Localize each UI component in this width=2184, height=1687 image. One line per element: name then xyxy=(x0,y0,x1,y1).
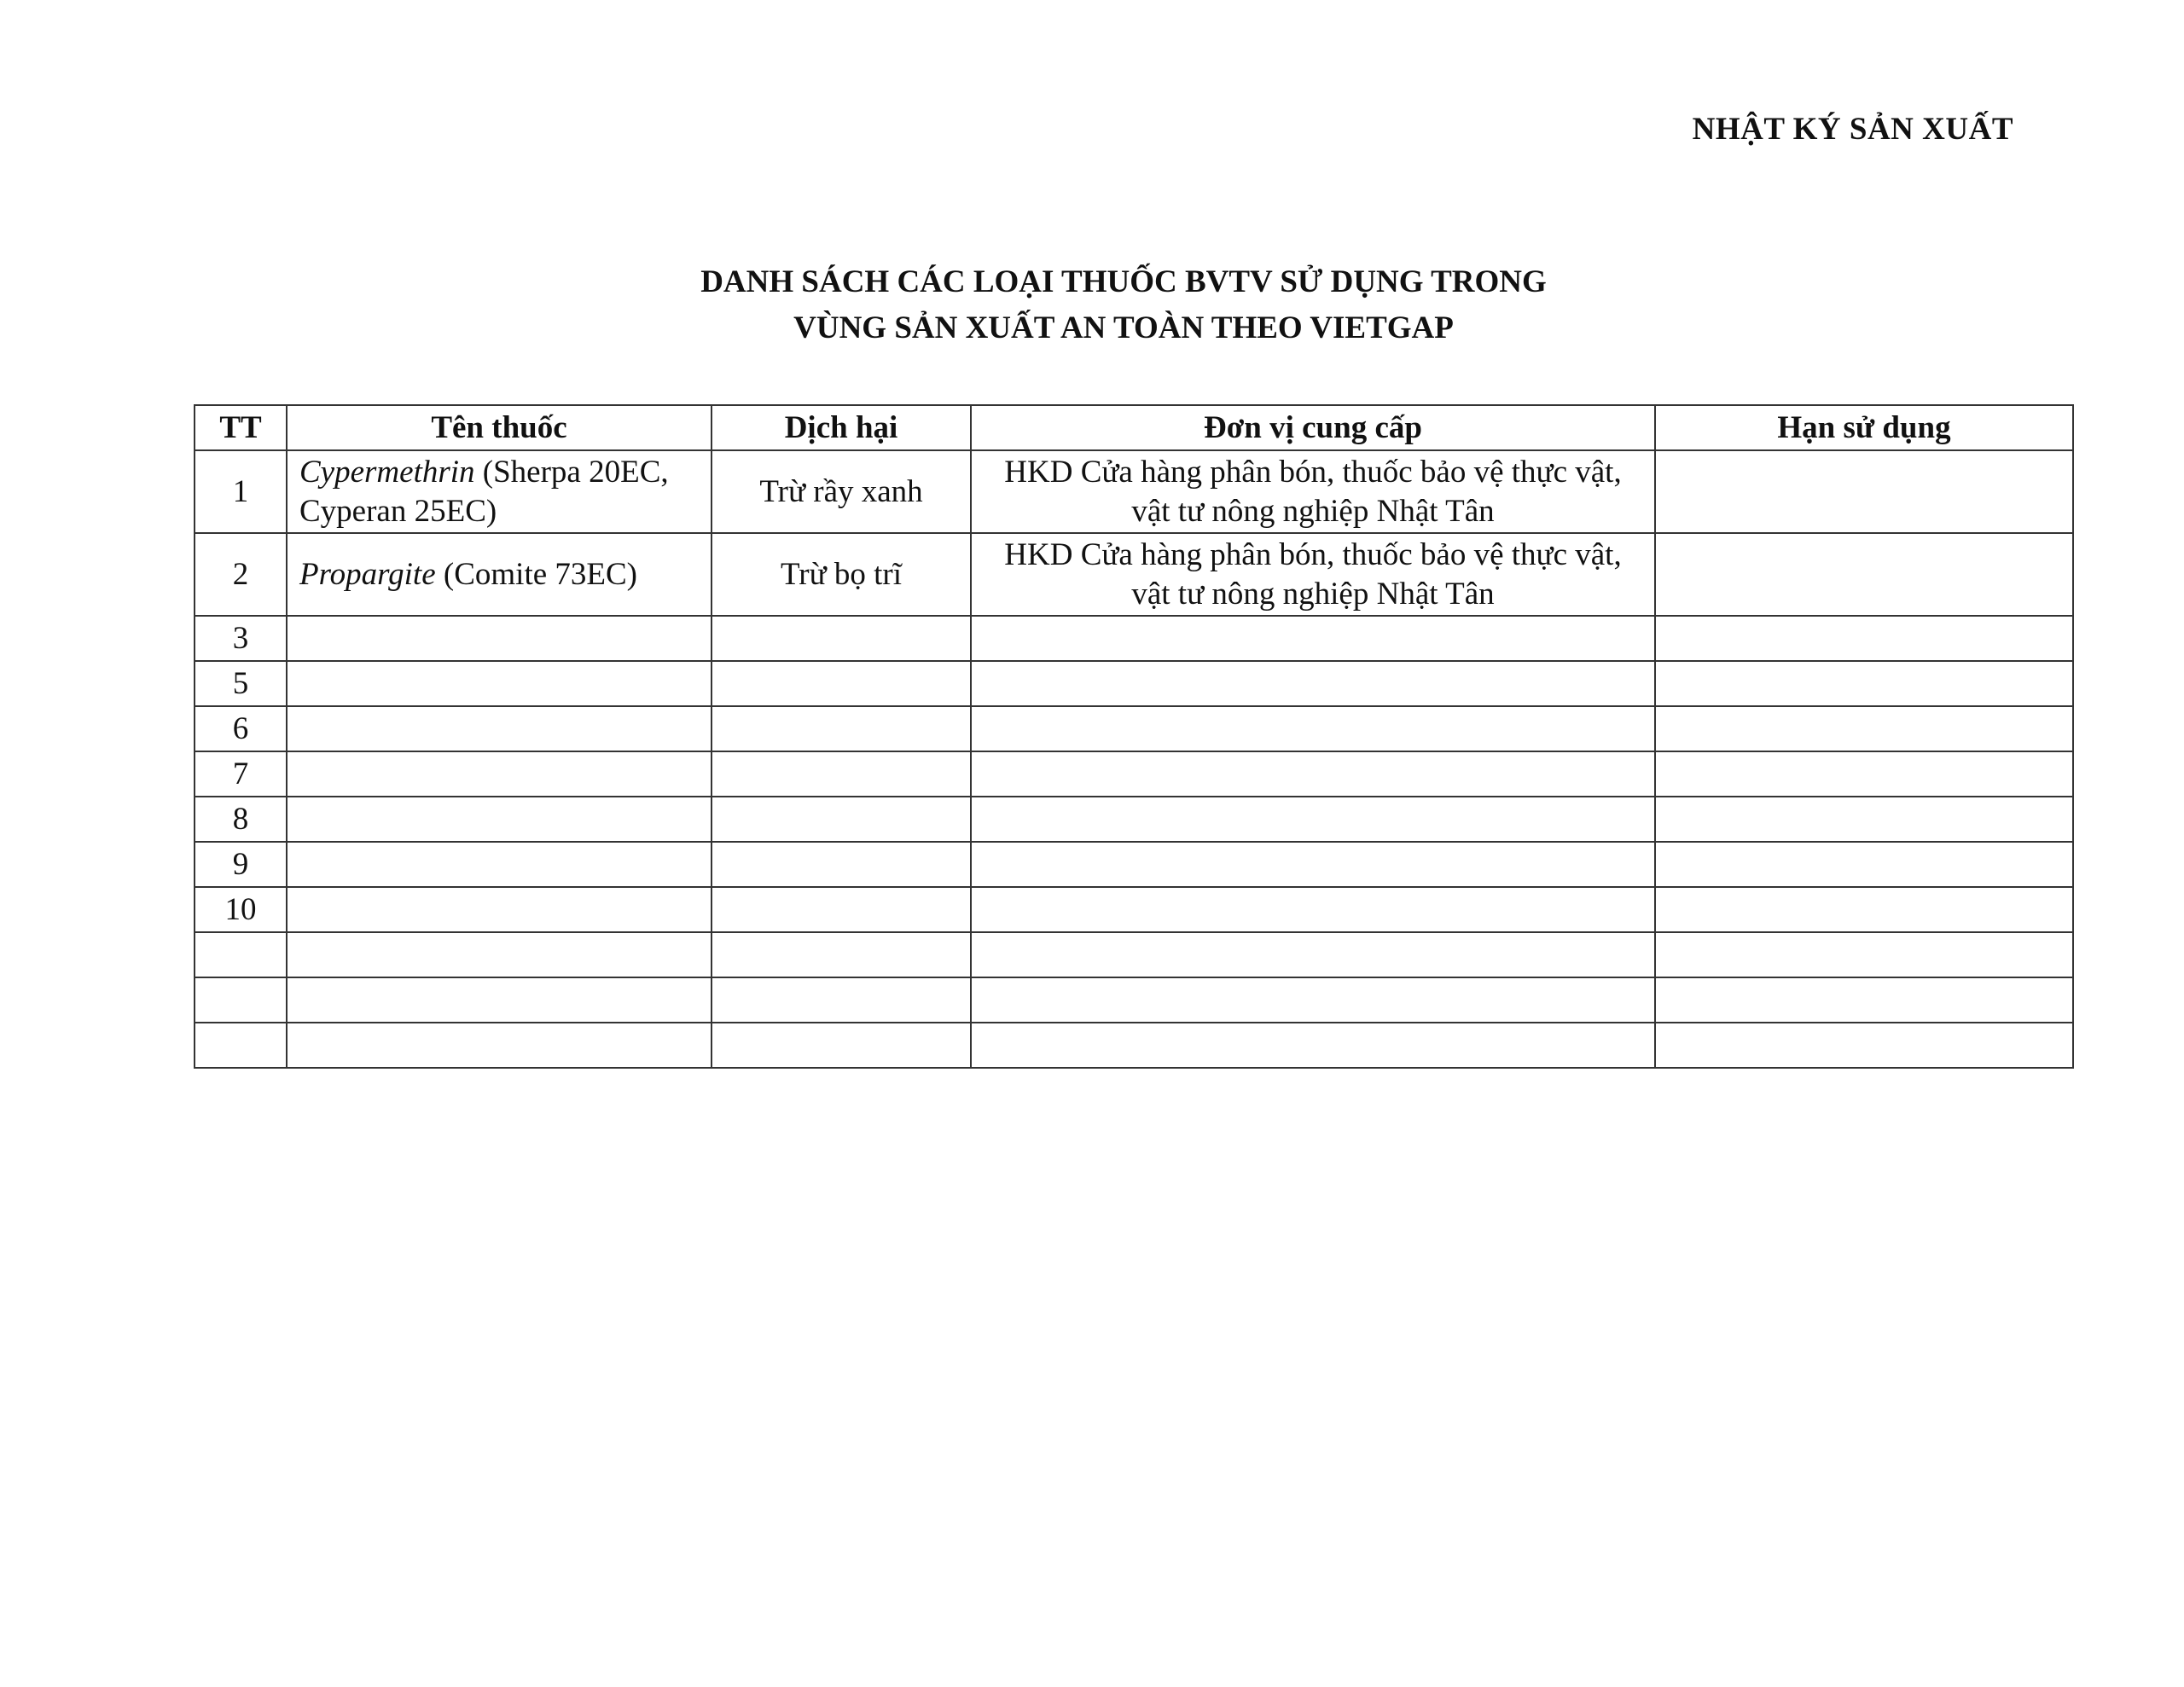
pest-cell xyxy=(712,932,971,977)
column-header-pest: Dịch hại xyxy=(712,405,971,450)
pesticide-name-cell xyxy=(287,450,712,533)
row-number-cell: 10 xyxy=(195,887,287,932)
table-row xyxy=(195,977,2073,1023)
expiry-cell xyxy=(1655,450,2073,533)
active-ingredient: Propargite xyxy=(299,556,436,592)
column-header-tt: TT xyxy=(195,405,287,450)
pesticide-name-cell xyxy=(287,977,712,1023)
row-number-cell: 6 xyxy=(195,706,287,751)
expiry-cell xyxy=(1655,797,2073,842)
table-body xyxy=(195,450,2073,1068)
supplier-cell xyxy=(971,751,1655,797)
supplier-cell: HKD Cửa hàng phân bón, thuốc bảo vệ thực vật, vật tư nông nghiệp Nhật Tân xyxy=(971,450,1655,533)
pesticide-name-cell xyxy=(287,661,712,706)
pest-cell xyxy=(712,751,971,797)
column-header-name: Tên thuốc xyxy=(287,405,712,450)
pesticide-name-cell xyxy=(287,616,712,661)
table-row xyxy=(195,533,2073,616)
supplier-cell xyxy=(971,932,1655,977)
document-title xyxy=(0,259,2184,351)
pesticide-table xyxy=(194,404,2074,1069)
expiry-cell xyxy=(1655,887,2073,932)
row-number-cell xyxy=(195,932,287,977)
title-line-2: VÙNG SẢN XUẤT AN TOÀN THEO VIETGAP xyxy=(793,310,1454,345)
supplier-cell xyxy=(971,977,1655,1023)
column-header-expiry: Hạn sử dụng xyxy=(1655,405,2073,450)
supplier-cell xyxy=(971,661,1655,706)
expiry-cell xyxy=(1655,977,2073,1023)
pesticide-name-cell xyxy=(287,706,712,751)
pesticide-name-cell xyxy=(287,842,712,887)
row-number-cell: 7 xyxy=(195,751,287,797)
supplier-cell xyxy=(971,797,1655,842)
pesticide-name-cell xyxy=(287,932,712,977)
row-number-cell: 5 xyxy=(195,661,287,706)
pesticide-name-cell xyxy=(287,751,712,797)
pesticide-name-cell xyxy=(287,1023,712,1068)
row-number-cell: 2 xyxy=(195,533,287,616)
table-row xyxy=(195,661,2073,706)
column-header-supplier: Đơn vị cung cấp xyxy=(971,405,1655,450)
supplier-cell xyxy=(971,706,1655,751)
supplier-cell: HKD Cửa hàng phân bón, thuốc bảo vệ thực vật, vật tư nông nghiệp Nhật Tân xyxy=(971,533,1655,616)
table-header-row xyxy=(195,405,2073,450)
row-number-cell: 8 xyxy=(195,797,287,842)
table-row xyxy=(195,450,2073,533)
table-row xyxy=(195,616,2073,661)
pest-cell xyxy=(712,977,971,1023)
product-names: (Sherpa 20EC, Cyperan 25EC) xyxy=(299,454,669,529)
pesticide-name-cell xyxy=(287,533,712,616)
table-row xyxy=(195,706,2073,751)
pest-cell: Trừ bọ trĩ xyxy=(712,533,971,616)
table-row xyxy=(195,1023,2073,1068)
title-line-1: DANH SÁCH CÁC LOẠI THUỐC BVTV SỬ DỤNG TRONG xyxy=(700,264,1547,299)
supplier-cell xyxy=(971,1023,1655,1068)
pesticide-name-cell xyxy=(287,797,712,842)
pest-cell xyxy=(712,706,971,751)
active-ingredient: Cypermethrin xyxy=(299,454,475,490)
expiry-cell xyxy=(1655,661,2073,706)
document-header: NHẬT KÝ SẢN XUẤT xyxy=(1692,112,2013,147)
supplier-cell xyxy=(971,616,1655,661)
expiry-cell xyxy=(1655,616,2073,661)
pest-cell xyxy=(712,1023,971,1068)
expiry-cell xyxy=(1655,1023,2073,1068)
row-number-cell xyxy=(195,977,287,1023)
pest-cell xyxy=(712,661,971,706)
pest-cell xyxy=(712,616,971,661)
row-number-cell: 1 xyxy=(195,450,287,533)
pesticide-name-cell xyxy=(287,887,712,932)
pest-cell xyxy=(712,842,971,887)
supplier-cell xyxy=(971,842,1655,887)
expiry-cell xyxy=(1655,751,2073,797)
table-row xyxy=(195,842,2073,887)
pest-cell xyxy=(712,887,971,932)
table-row xyxy=(195,932,2073,977)
table-row xyxy=(195,887,2073,932)
pest-cell xyxy=(712,797,971,842)
expiry-cell xyxy=(1655,533,2073,616)
supplier-cell xyxy=(971,887,1655,932)
product-names: (Comite 73EC) xyxy=(435,556,638,592)
pest-cell: Trừ rầy xanh xyxy=(712,450,971,533)
expiry-cell xyxy=(1655,706,2073,751)
row-number-cell: 3 xyxy=(195,616,287,661)
row-number-cell xyxy=(195,1023,287,1068)
expiry-cell xyxy=(1655,932,2073,977)
expiry-cell xyxy=(1655,842,2073,887)
row-number-cell: 9 xyxy=(195,842,287,887)
table-row xyxy=(195,751,2073,797)
table-row xyxy=(195,797,2073,842)
